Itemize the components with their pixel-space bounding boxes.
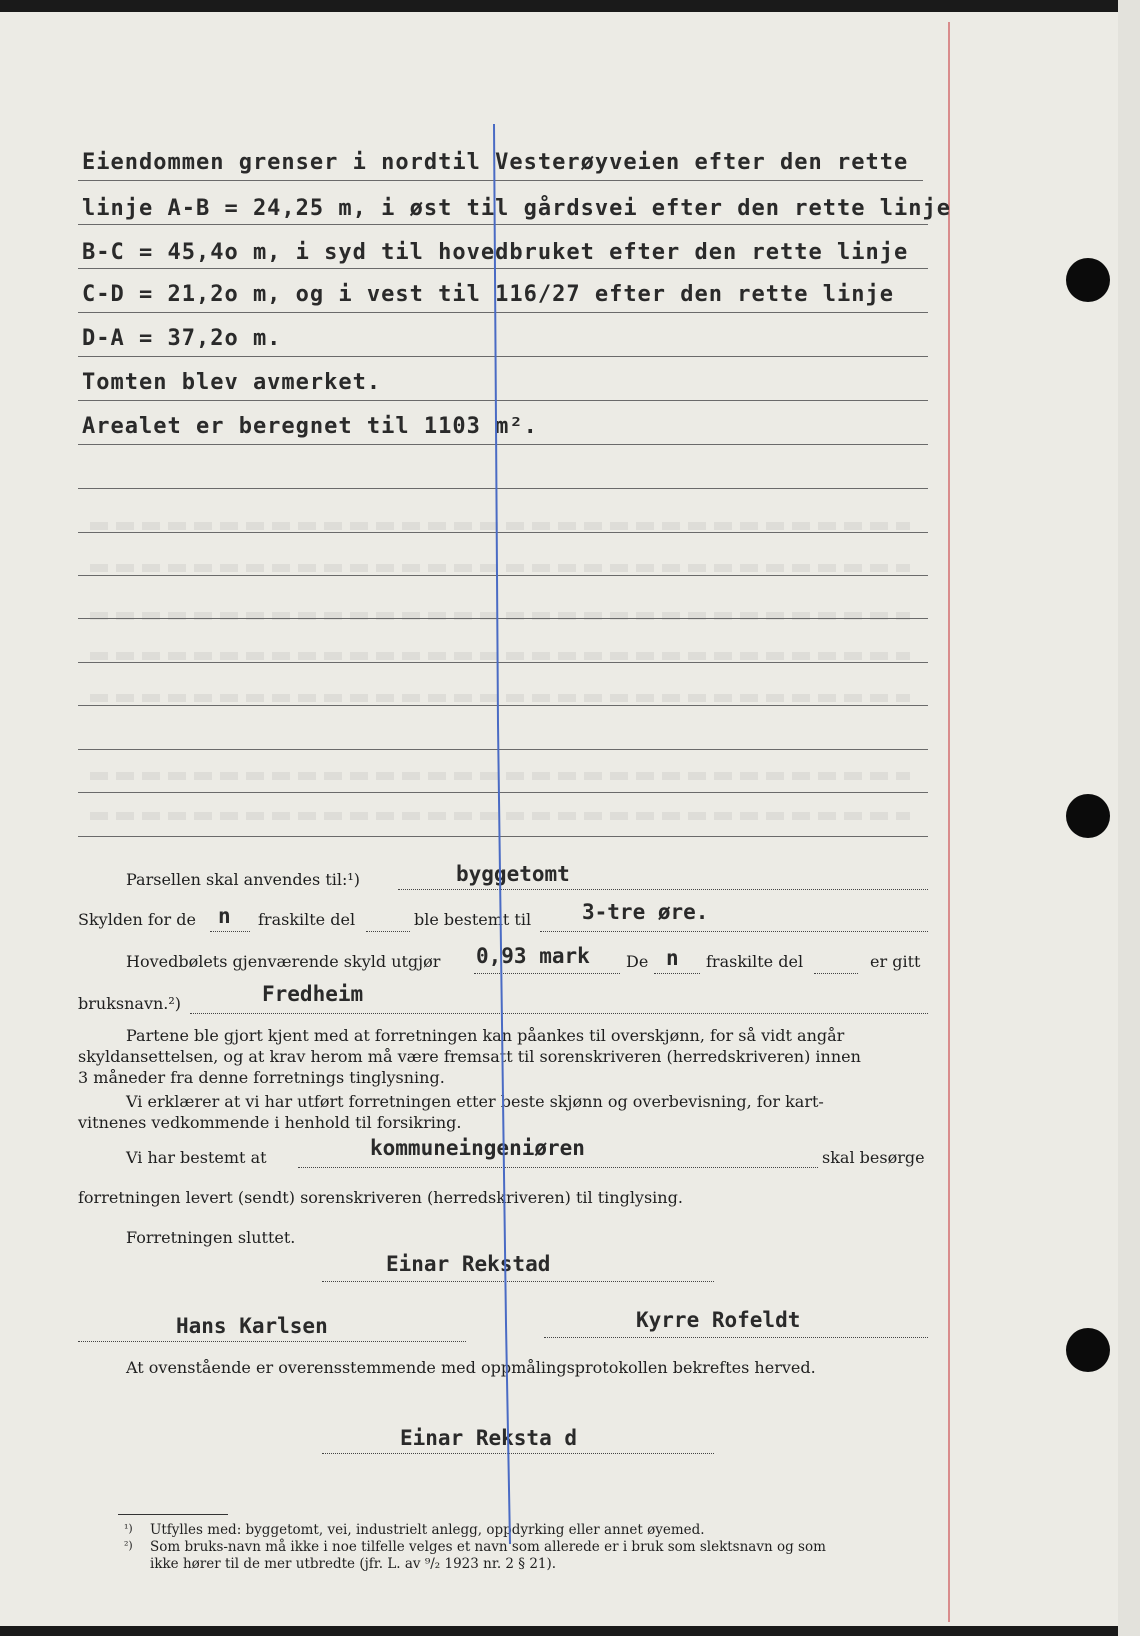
ruled-line <box>78 488 928 489</box>
ruled-line <box>78 618 928 619</box>
signature-line <box>322 1452 714 1454</box>
ruled-line <box>78 400 928 401</box>
footnote-2-line1: Som bruks-navn må ikke i noe tilfelle velges et navn som allerede er i bruk som slektsnavn og som <box>150 1539 826 1555</box>
document-page <box>0 12 1118 1626</box>
signature-line <box>78 1340 466 1342</box>
skylden-label-a: Skylden for de <box>78 910 196 929</box>
ruled-line <box>78 532 928 533</box>
hoved-label-c: fraskilte del <box>706 952 804 971</box>
typed-line-2: linje A-B = 24,25 m, i øst til gårdsvei efter den rette linje <box>82 196 951 221</box>
besorge-label: skal besørge <box>822 1148 925 1167</box>
typed-line-6: Tomten blev avmerket. <box>82 370 382 395</box>
skylden-label-c: ble bestemt til <box>414 910 532 929</box>
signature-3: Kyrre Rofeldt <box>636 1308 801 1332</box>
confirm-label: At ovenstående er overensstemmende med oppmålingsprotokollen bekreftes herved. <box>126 1358 816 1377</box>
ruled-line <box>78 836 928 837</box>
footnote-mark-1: ¹) <box>124 1522 133 1535</box>
signature-1: Einar Rekstad <box>386 1252 551 1276</box>
signature-line <box>544 1336 928 1338</box>
ruled-line <box>78 268 928 269</box>
typed-line-7: Arealet er beregnet til 1103 m². <box>82 414 538 439</box>
para1-line1: Partene ble gjort kjent med at forretningen kan påankes til overskjønn, for så vidt angår <box>126 1026 845 1045</box>
fill-line <box>190 1012 928 1014</box>
skylden-de-value: n <box>218 904 231 928</box>
typed-line-1: Eiendommen grenser i nordtil Vesterøyveien efter den rette <box>82 150 909 175</box>
footnote-rule <box>118 1514 228 1515</box>
fill-line <box>366 930 410 932</box>
footnote-2-line2: ikke hører til de mer utbredte (jfr. L. av ⁹/₂ 1923 nr. 2 § 21). <box>150 1556 557 1572</box>
signature-4: Einar Reksta d <box>400 1426 578 1450</box>
hoved-label-a: Hovedbølets gjenværende skyld utgjør <box>126 952 441 971</box>
punch-hole <box>1066 794 1110 838</box>
show-through-text <box>90 564 910 572</box>
fill-line <box>540 930 928 932</box>
page-edge <box>1118 0 1140 1636</box>
footnote-mark-2: ²) <box>124 1539 133 1552</box>
ruled-line <box>78 749 928 750</box>
para2-line2: vitnenes vedkommende i henhold til forsikring. <box>78 1113 462 1132</box>
fill-line <box>398 888 928 890</box>
typed-line-3: B-C = 45,4o m, i syd til hovedbruket efter den rette linje <box>82 240 909 265</box>
ruled-line <box>78 792 928 793</box>
bestemt-value: kommuneingeniøren <box>370 1136 585 1160</box>
bruksnavn-label: bruksnavn.²) <box>78 994 182 1013</box>
blue-ink-line <box>490 124 516 1544</box>
para2-line1: Vi erklærer at vi har utført forretningen etter beste skjønn og overbevisning, for kart- <box>126 1092 824 1111</box>
show-through-text <box>90 652 910 660</box>
ruled-line <box>78 662 928 663</box>
fill-line <box>474 972 620 974</box>
parsellen-label: Parsellen skal anvendes til:¹) <box>126 870 361 889</box>
hoved-label-b: De <box>626 952 649 971</box>
skylden-label-b: fraskilte del <box>258 910 356 929</box>
fill-line <box>298 1166 818 1168</box>
parsellen-value: byggetomt <box>456 862 570 886</box>
show-through-text <box>90 772 910 780</box>
hoved-de-value: n <box>666 946 679 970</box>
para1-line3: 3 måneder fra denne forretnings tinglysning. <box>78 1068 445 1087</box>
ruled-line <box>78 575 928 576</box>
ruled-line <box>78 180 923 181</box>
show-through-text <box>90 522 910 530</box>
punch-hole <box>1066 1328 1110 1372</box>
ruled-line <box>78 705 928 706</box>
margin-line <box>948 22 950 1622</box>
fill-line <box>654 972 700 974</box>
sluttet-label: Forretningen sluttet. <box>126 1228 296 1247</box>
signature-2: Hans Karlsen <box>176 1314 328 1338</box>
bestemt-label: Vi har bestemt at <box>126 1148 267 1167</box>
fill-line <box>814 972 858 974</box>
typed-line-4: C-D = 21,2o m, og i vest til 116/27 efter den rette linje <box>82 282 894 307</box>
hoved-label-d: er gitt <box>870 952 921 971</box>
ruled-line <box>78 356 928 357</box>
footnote-1: Utfylles med: byggetomt, vei, industrielt anlegg, oppdyrking eller annet øyemed. <box>150 1522 705 1538</box>
punch-hole <box>1066 258 1110 302</box>
signature-line <box>322 1280 714 1282</box>
show-through-text <box>90 812 910 820</box>
typed-line-5: D-A = 37,2o m. <box>82 326 282 351</box>
levert-label: forretningen levert (sendt) sorenskriveren (herredskriveren) til tinglysing. <box>78 1188 683 1207</box>
ruled-line <box>78 312 928 313</box>
bruksnavn-value: Fredheim <box>262 982 364 1006</box>
fill-line <box>210 930 250 932</box>
ruled-line <box>78 444 928 445</box>
para1-line2: skyldansettelsen, og at krav herom må være fremsatt til sorenskriveren (herredskriveren) innen <box>78 1047 861 1066</box>
ruled-line <box>78 224 928 225</box>
skylden-value: 3-tre øre. <box>582 900 709 924</box>
show-through-text <box>90 694 910 702</box>
hoved-value: 0,93 mark <box>476 944 590 968</box>
